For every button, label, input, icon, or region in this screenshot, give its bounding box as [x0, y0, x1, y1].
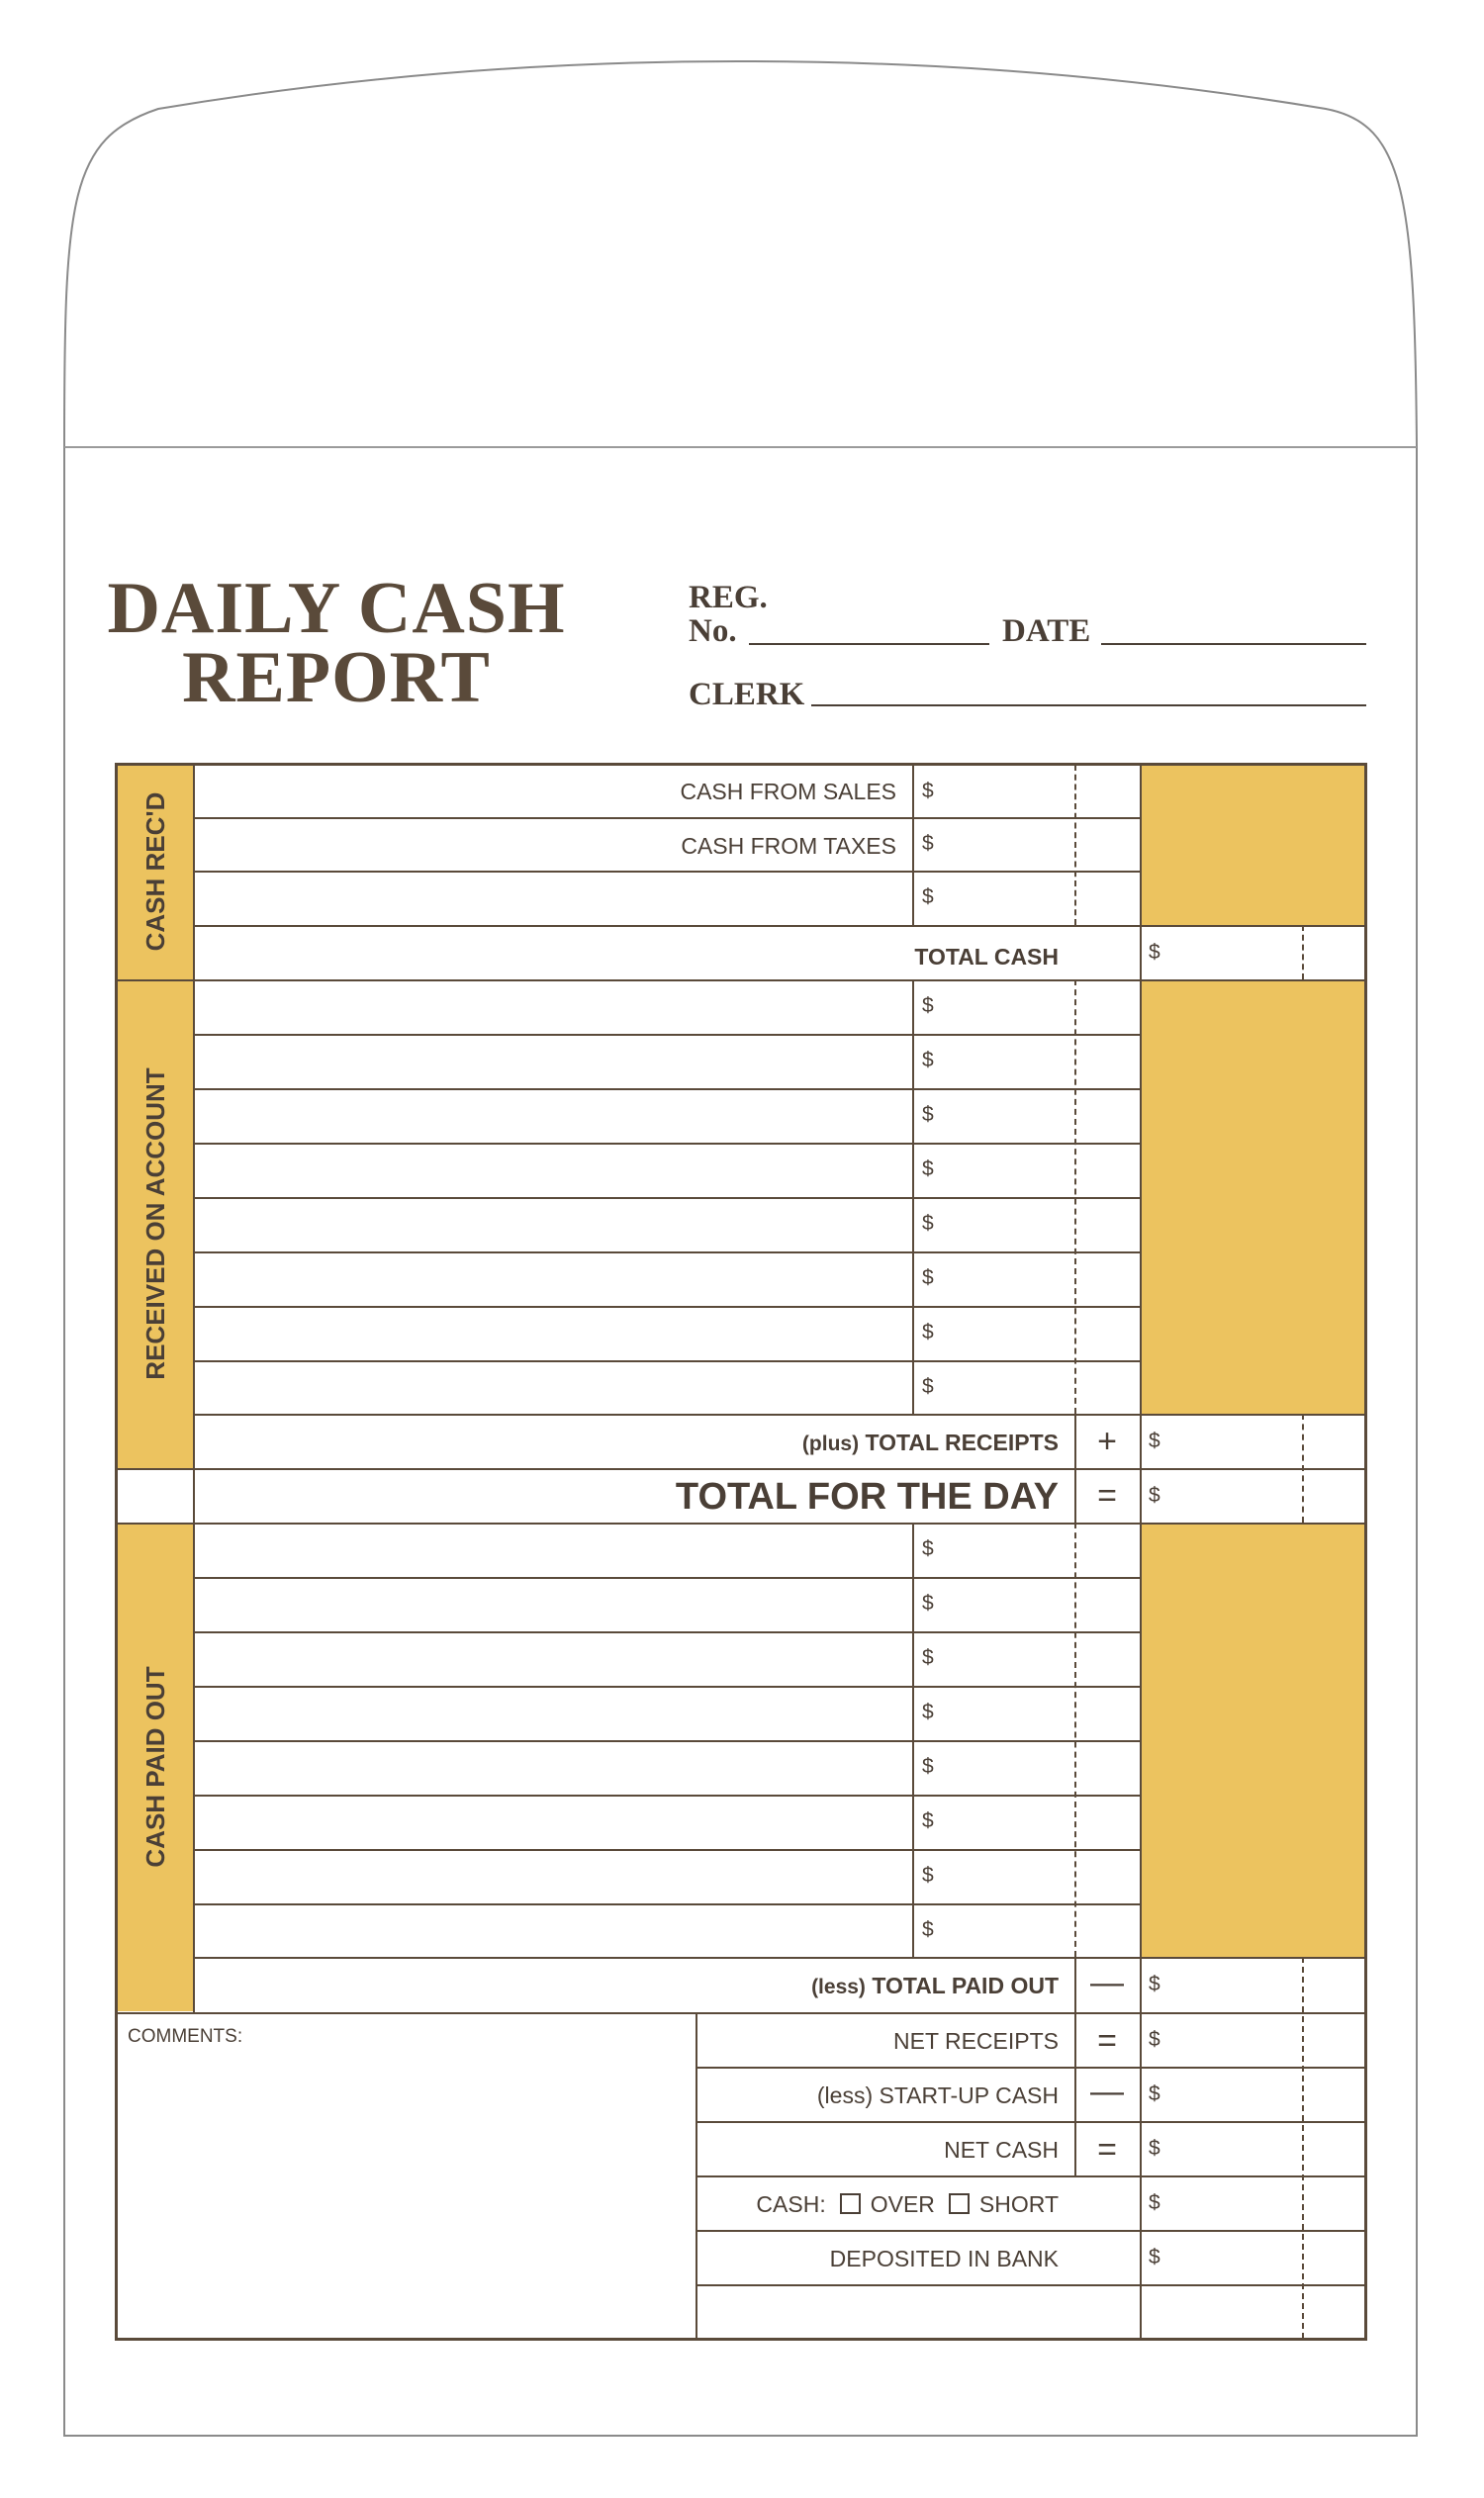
dollar-sign: $: [1149, 2136, 1160, 2160]
dollar-sign: $: [922, 780, 934, 802]
row-line: [193, 1577, 1140, 1579]
row-line: [193, 1631, 1140, 1633]
row-line: [696, 2284, 1367, 2286]
reg-label: REG.: [689, 580, 768, 615]
section-label-received-on-account: RECEIVED ON ACCOUNT: [140, 1067, 170, 1380]
short-checkbox[interactable]: [949, 2193, 970, 2214]
dollar-sign: $: [1149, 940, 1160, 964]
dollar-sign: $: [922, 1266, 934, 1289]
minus-sign: —: [1090, 2073, 1124, 2110]
no-label: No.: [689, 613, 737, 649]
row-line: [193, 1306, 1140, 1308]
comments-label: COMMENTS:: [128, 2026, 243, 2047]
dollar-sign: $: [922, 1157, 934, 1180]
row-line: [696, 2067, 1367, 2069]
short-label: SHORT: [978, 2191, 1059, 2217]
dollar-sign: $: [922, 1809, 934, 1832]
over-checkbox[interactable]: [840, 2193, 861, 2214]
dollar-sign: $: [922, 994, 934, 1017]
cash-from-sales-label: CASH FROM SALES: [680, 779, 896, 804]
row-line: [193, 817, 1140, 819]
equals-sign: =: [1097, 2131, 1117, 2169]
dollar-sign: $: [1149, 2245, 1160, 2268]
total-paid-out-text: TOTAL PAID OUT: [872, 1973, 1059, 1998]
clerk-label: CLERK: [689, 677, 805, 712]
dollar-sign: $: [922, 832, 934, 855]
dollar-sign: $: [922, 1212, 934, 1235]
cash-from-taxes-label: CASH FROM TAXES: [681, 833, 896, 859]
dollar-sign: $: [922, 885, 934, 908]
dollar-sign: $: [922, 1646, 934, 1669]
section-band-divider: [193, 765, 195, 2012]
row-line: [193, 1795, 1140, 1797]
plus-sign: +: [1097, 1423, 1117, 1460]
total-paid-out-label: [198, 1975, 1059, 1997]
section-line: [116, 1468, 1367, 1470]
row-line: [193, 1143, 1140, 1145]
dollar-sign: $: [922, 1701, 934, 1723]
reg-no-field[interactable]: [749, 643, 989, 645]
date-field[interactable]: [1101, 643, 1366, 645]
form-title-line-1: DAILY CASH: [107, 568, 566, 649]
dollar-sign: $: [922, 1755, 934, 1778]
section-line: [116, 2012, 1367, 2014]
minus-sign: —: [1090, 1964, 1124, 2001]
over-label: OVER: [870, 2191, 935, 2217]
dollar-sign: $: [1149, 1429, 1160, 1452]
dollar-sign: $: [922, 1864, 934, 1887]
clerk-field[interactable]: [811, 704, 1366, 706]
dollar-sign: $: [1149, 1483, 1160, 1507]
dollar-sign: $: [922, 1375, 934, 1398]
row-line: [193, 1360, 1140, 1362]
total-receipts-text: TOTAL RECEIPTS: [865, 1430, 1059, 1455]
section-label-cash-received: CASH REC'D: [140, 791, 170, 952]
section-line: [116, 1523, 1367, 1525]
row-line: [193, 1251, 1140, 1253]
row-line: [193, 1197, 1140, 1199]
row-line: [696, 2230, 1367, 2232]
dollar-sign: $: [1149, 2082, 1160, 2105]
total-cash-label: TOTAL CASH: [914, 944, 1059, 970]
date-label: DATE: [1002, 613, 1091, 649]
row-line: [696, 2175, 1367, 2177]
row-line: [696, 2121, 1367, 2123]
amount-column-divider: [912, 765, 914, 925]
row-line: [193, 1903, 1140, 1905]
dollar-sign: $: [922, 1321, 934, 1343]
deposited-in-bank-label: DEPOSITED IN BANK: [829, 2246, 1059, 2271]
row-line: [193, 1088, 1140, 1090]
cents-separator: [1302, 925, 1304, 979]
start-up-cash-label: (less) START-UP CASH: [816, 2082, 1059, 2108]
plus-prefix: (plus): [801, 1433, 860, 1455]
net-receipts-label: NET RECEIPTS: [893, 2028, 1059, 2054]
equals-sign: =: [1097, 2022, 1117, 2060]
dollar-sign: $: [1149, 2027, 1160, 2051]
total-column-divider: [1140, 765, 1142, 2339]
comments-field[interactable]: [119, 2053, 693, 2335]
dollar-sign: $: [922, 1049, 934, 1071]
dollar-sign: $: [1149, 1972, 1160, 1995]
row-line: [193, 925, 1367, 927]
row-line: [193, 871, 1140, 873]
row-line: [193, 1740, 1140, 1742]
row-line: [193, 1034, 1140, 1036]
dollar-sign: $: [922, 1592, 934, 1615]
cash-over-short-row: [702, 2193, 1059, 2216]
section-line: [116, 979, 1367, 981]
equals-sign: =: [1097, 1477, 1117, 1515]
total-for-the-day-label: TOTAL FOR THE DAY: [675, 1476, 1059, 1518]
net-cash-label: NET CASH: [944, 2137, 1059, 2163]
section-label-cash-paid-out: CASH PAID OUT: [140, 1666, 170, 1868]
dollar-sign: $: [922, 1918, 934, 1941]
row-line: [193, 1686, 1140, 1688]
dollar-sign: $: [922, 1537, 934, 1560]
cash-label: CASH:: [756, 2191, 826, 2217]
cents-separator: [1074, 765, 1076, 925]
form-title-line-2: REPORT: [182, 637, 491, 718]
total-receipts-label: [198, 1432, 1059, 1454]
row-line: [193, 1957, 1367, 1959]
dollar-sign: $: [1149, 2190, 1160, 2214]
row-line: [193, 1849, 1140, 1851]
less-prefix: (less): [811, 1976, 866, 1998]
dollar-sign: $: [922, 1103, 934, 1126]
row-line: [193, 1414, 1367, 1416]
